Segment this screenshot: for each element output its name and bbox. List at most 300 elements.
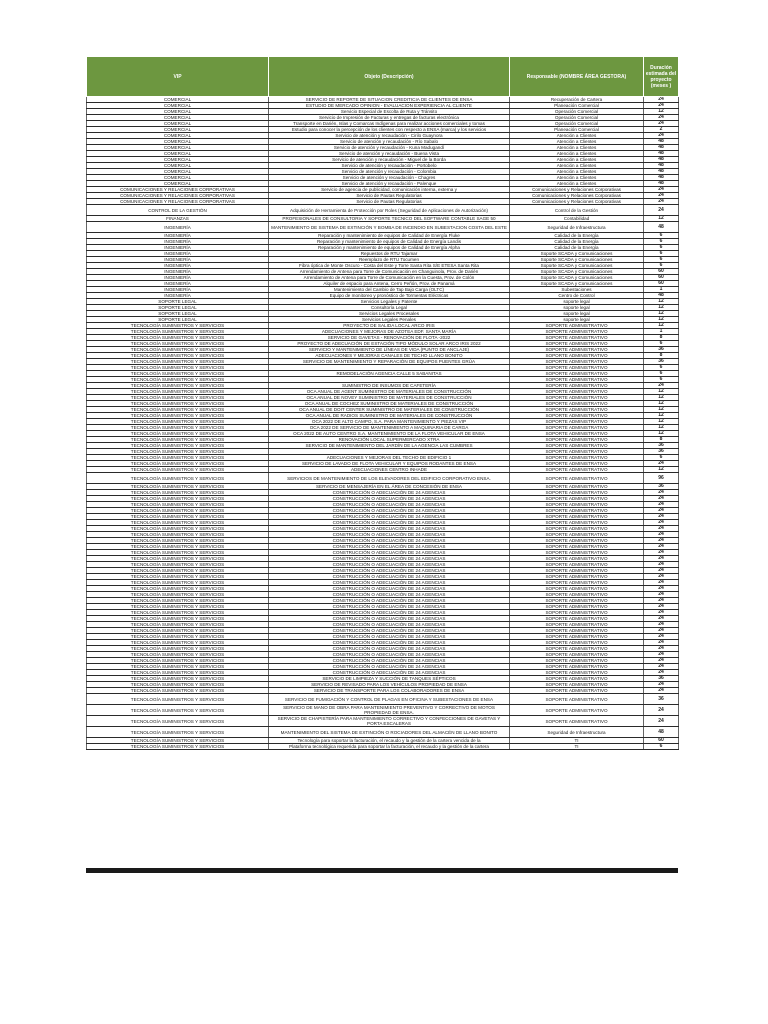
cell-vip: INGENIERÍA: [87, 275, 269, 281]
cell-objeto: Servicio de atención y recaudación - Cirilo Guaynora: [269, 133, 510, 139]
cell-objeto: RENOVACIÓN LOCAL SUPERMERCADO XTRA: [269, 437, 510, 443]
cell-duracion: 6: [644, 239, 679, 245]
table-row: [87, 293, 679, 299]
cell-responsable: Atención a Clientes: [510, 175, 644, 181]
header-vip: VIP: [87, 57, 269, 97]
cell-vip: TECNOLOGÍA SUMINISTROS Y SERVICIOS: [87, 395, 269, 401]
cell-responsable: SOPORTE ADMINISTRATIVO: [510, 538, 644, 544]
cell-vip: TECNOLOGÍA SUMINISTROS Y SERVICIOS: [87, 365, 269, 371]
cell-duracion: 48: [644, 163, 679, 169]
cell-vip: TECNOLOGÍA SUMINISTROS Y SERVICIOS: [87, 622, 269, 628]
cell-vip: INGENIERÍA: [87, 281, 269, 287]
cell-responsable: SOPORTE ADMINISTRATIVO: [510, 335, 644, 341]
cell-responsable: Operación Comercial: [510, 121, 644, 127]
cell-responsable: Comunicaciones y Relaciones Corporativas: [510, 199, 644, 205]
cell-responsable: SOPORTE ADMINISTRATIVO: [510, 694, 644, 705]
cell-vip: TECNOLOGÍA SUMINISTROS Y SERVICIOS: [87, 646, 269, 652]
cell-responsable: SOPORTE ADMINISTRATIVO: [510, 520, 644, 526]
table-row: [87, 371, 679, 377]
cell-responsable: SOPORTE ADMINISTRATIVO: [510, 592, 644, 598]
cell-vip: TECNOLOGÍA SUMINISTROS Y SERVICIOS: [87, 610, 269, 616]
cell-responsable: Soporte SCADA y Comunicaciones: [510, 275, 644, 281]
cell-objeto: Servicio de Pautas Regulatorias: [269, 193, 510, 199]
cell-vip: TECNOLOGÍA SUMINISTROS Y SERVICIOS: [87, 568, 269, 574]
cell-objeto: PROFESIONALES DE CONSULTORIA Y SOPORTE TECNICO DEL SOFTWARE CONTABLE SAGE 50: [269, 216, 510, 222]
table-row: [87, 151, 679, 157]
cell-vip: FINANZAS: [87, 216, 269, 222]
cell-duracion: 2: [644, 127, 679, 133]
table-row: [87, 251, 679, 257]
cell-vip: TECNOLOGÍA SUMINISTROS Y SERVICIOS: [87, 628, 269, 634]
cell-duracion: 36: [644, 359, 679, 365]
cell-vip: COMUNICACIONES Y RELACIONES CORPORATIVAS: [87, 199, 269, 205]
cell-duracion: 24: [644, 532, 679, 538]
cell-duracion: 24: [644, 538, 679, 544]
cell-responsable: Operación Comercial: [510, 109, 644, 115]
cell-vip: TECNOLOGÍA SUMINISTROS Y SERVICIOS: [87, 502, 269, 508]
table-row: [87, 133, 679, 139]
table-row: [87, 329, 679, 335]
cell-responsable: SOPORTE ADMINISTRATIVO: [510, 329, 644, 335]
cell-duracion: 12: [644, 317, 679, 323]
table-row: [87, 175, 679, 181]
cell-responsable: SOPORTE ADMINISTRATIVO: [510, 688, 644, 694]
table-row: [87, 97, 679, 103]
cell-vip: COMERCIAL: [87, 139, 269, 145]
table-row: [87, 437, 679, 443]
cell-objeto: SERVICIO DE REVISADO PARA LOS VEHÍCULOS PROPIEDAD DE ENSA: [269, 682, 510, 688]
cell-duracion: 24: [644, 574, 679, 580]
cell-objeto: Reparación y mantenimiento de equipos de Calidad de Energía Fluke: [269, 233, 510, 239]
cell-responsable: SOPORTE ADMINISTRATIVO: [510, 574, 644, 580]
cell-responsable: SOPORTE ADMINISTRATIVO: [510, 467, 644, 473]
cell-objeto: ESTUDIO DE MERCADO OPINION - EVALUACION EXPERIENCIA AL CLIENTE: [269, 103, 510, 109]
table-row: [87, 461, 679, 467]
table-row: [87, 245, 679, 251]
cell-objeto: OCA ANUAL DE NOVEY SUMINISTRO DE MATERIALES DE CONSTRUCCIÓN: [269, 395, 510, 401]
cell-duracion: 96: [644, 473, 679, 484]
cell-objeto: ADECUACIONES Y MEJORAS DE AZOTEA EDF. SANTA MARÍA: [269, 329, 510, 335]
header-objeto: Objeto (Descripción): [269, 57, 510, 97]
cell-objeto: CONSTRUCCIÓN O ADECUACIÓN DE 24 AGENCIAS: [269, 490, 510, 496]
cell-objeto: Tecnología para soportar la facturación, el recaudo y la gestión de la cartera vencida de la: [269, 738, 510, 744]
cell-objeto: SERVICIO DE MENSAJERÍA EN EL ÁREA DE CONCESIÓN DE ENSA: [269, 484, 510, 490]
cell-objeto: OCA ANUAL DE DOIT CENTER SUMINISTRO DE MATERIALES DE CONSTRUCCIÓN: [269, 407, 510, 413]
cell-vip: TECNOLOGÍA SUMINISTROS Y SERVICIOS: [87, 532, 269, 538]
cell-responsable: SOPORTE ADMINISTRATIVO: [510, 407, 644, 413]
cell-duracion: 24: [644, 490, 679, 496]
table-row: [87, 473, 679, 484]
cell-vip: TECNOLOGÍA SUMINISTROS Y SERVICIOS: [87, 658, 269, 664]
cell-duracion: 12: [644, 431, 679, 437]
cell-duracion: 24: [644, 544, 679, 550]
cell-responsable: SOPORTE ADMINISTRATIVO: [510, 628, 644, 634]
table-row: [87, 646, 679, 652]
cell-objeto: CONSTRUCCIÓN O ADECUACIÓN DE 24 AGENCIAS: [269, 622, 510, 628]
cell-responsable: SOPORTE ADMINISTRATIVO: [510, 449, 644, 455]
table-row: [87, 616, 679, 622]
cell-duracion: 24: [644, 550, 679, 556]
cell-responsable: SOPORTE ADMINISTRATIVO: [510, 323, 644, 329]
cell-vip: TECNOLOGÍA SUMINISTROS Y SERVICIOS: [87, 359, 269, 365]
cell-vip: TECNOLOGÍA SUMINISTROS Y SERVICIOS: [87, 377, 269, 383]
cell-vip: TECNOLOGÍA SUMINISTROS Y SERVICIOS: [87, 431, 269, 437]
cell-duracion: 12: [644, 389, 679, 395]
cell-responsable: SOPORTE ADMINISTRATIVO: [510, 383, 644, 389]
cell-vip: TECNOLOGÍA SUMINISTROS Y SERVICIOS: [87, 443, 269, 449]
cell-duracion: 48: [644, 139, 679, 145]
table-row: [87, 514, 679, 520]
cell-vip: COMERCIAL: [87, 109, 269, 115]
table-row: [87, 490, 679, 496]
cell-duracion: 6: [644, 341, 679, 347]
cell-objeto: SUMINISTRO DE INSUMOS DE CAFETERÍA: [269, 383, 510, 389]
cell-responsable: SOPORTE ADMINISTRATIVO: [510, 682, 644, 688]
cell-duracion: 24: [644, 205, 679, 216]
cell-duracion: 12: [644, 425, 679, 431]
cell-duracion: 24: [644, 133, 679, 139]
table-row: [87, 395, 679, 401]
cell-objeto: CONSTRUCCIÓN O ADECUACIÓN DE 24 AGENCIAS: [269, 514, 510, 520]
cell-objeto: CONSTRUCCIÓN O ADECUACIÓN DE 24 AGENCIAS: [269, 568, 510, 574]
table-row: [87, 323, 679, 329]
cell-objeto: Arrendamiento de Antena para Torre de Comunicación en Changuinola, Prov. de Darién: [269, 269, 510, 275]
cell-responsable: SOPORTE ADMINISTRATIVO: [510, 484, 644, 490]
cell-responsable: Atención a Clientes: [510, 145, 644, 151]
cell-vip: COMERCIAL: [87, 145, 269, 151]
cell-duracion: 24: [644, 688, 679, 694]
cell-responsable: SOPORTE ADMINISTRATIVO: [510, 431, 644, 437]
cell-duracion: 24: [644, 461, 679, 467]
cell-responsable: Control de la Gestión: [510, 205, 644, 216]
cell-duracion: 1: [644, 287, 679, 293]
table-row: [87, 670, 679, 676]
cell-responsable: SOPORTE ADMINISTRATIVO: [510, 377, 644, 383]
cell-objeto: Servicio de Pautas Regulatorias: [269, 199, 510, 205]
table-row: [87, 281, 679, 287]
table-row: [87, 586, 679, 592]
cell-objeto: OCA ANUAL DE COCHEZ SUMINISTRO DE MATERIALES DE CONSTRUCCIÓN: [269, 401, 510, 407]
cell-objeto: CONSTRUCCIÓN O ADECUACIÓN DE 24 AGENCIAS: [269, 544, 510, 550]
cell-vip: TECNOLOGÍA SUMINISTROS Y SERVICIOS: [87, 526, 269, 532]
cell-vip: TECNOLOGÍA SUMINISTROS Y SERVICIOS: [87, 407, 269, 413]
cell-responsable: SOPORTE ADMINISTRATIVO: [510, 716, 644, 727]
cell-duracion: 24: [644, 115, 679, 121]
cell-duracion: 24: [644, 580, 679, 586]
cell-objeto: CONSTRUCCIÓN O ADECUACIÓN DE 24 AGENCIAS: [269, 670, 510, 676]
cell-responsable: SOPORTE ADMINISTRATIVO: [510, 622, 644, 628]
cell-duracion: 6: [644, 455, 679, 461]
table-row: [87, 169, 679, 175]
cell-responsable: SOPORTE ADMINISTRATIVO: [510, 658, 644, 664]
cell-objeto: CONSTRUCCIÓN O ADECUACIÓN DE 24 AGENCIAS: [269, 496, 510, 502]
cell-responsable: Calidad de la Energía: [510, 233, 644, 239]
cell-vip: INGENIERÍA: [87, 233, 269, 239]
cell-responsable: SOPORTE ADMINISTRATIVO: [510, 419, 644, 425]
cell-duracion: 48: [644, 151, 679, 157]
cell-duracion: 36: [644, 484, 679, 490]
cell-vip: TECNOLOGÍA SUMINISTROS Y SERVICIOS: [87, 520, 269, 526]
cell-responsable: soporte legal: [510, 299, 644, 305]
cell-vip: TECNOLOGÍA SUMINISTROS Y SERVICIOS: [87, 514, 269, 520]
cell-vip: TECNOLOGÍA SUMINISTROS Y SERVICIOS: [87, 389, 269, 395]
table-row: [87, 520, 679, 526]
cell-duracion: 24: [644, 568, 679, 574]
cell-vip: TECNOLOGÍA SUMINISTROS Y SERVICIOS: [87, 616, 269, 622]
table-row: [87, 407, 679, 413]
table-row: [87, 496, 679, 502]
cell-duracion: 36: [644, 347, 679, 353]
cell-vip: TECNOLOGÍA SUMINISTROS Y SERVICIOS: [87, 323, 269, 329]
cell-vip: TECNOLOGÍA SUMINISTROS Y SERVICIOS: [87, 604, 269, 610]
cell-objeto: CONSTRUCCIÓN O ADECUACIÓN DE 24 AGENCIAS: [269, 532, 510, 538]
cell-objeto: Servicio de agencia de publicidad, comunicación interna, externa y: [269, 187, 510, 193]
cell-responsable: soporte legal: [510, 311, 644, 317]
cell-duracion: 48: [644, 175, 679, 181]
cell-vip: TECNOLOGÍA SUMINISTROS Y SERVICIOS: [87, 688, 269, 694]
cell-objeto: CONSTRUCCIÓN O ADECUACIÓN DE 24 AGENCIAS: [269, 616, 510, 622]
cell-responsable: Comunicaciones y Relaciones Corporativas: [510, 187, 644, 193]
table-row: [87, 383, 679, 389]
cell-responsable: SOPORTE ADMINISTRATIVO: [510, 676, 644, 682]
table-row: [87, 205, 679, 216]
cell-duracion: 12: [644, 395, 679, 401]
cell-responsable: SOPORTE ADMINISTRATIVO: [510, 670, 644, 676]
cell-duracion: 36: [644, 694, 679, 705]
cell-duracion: 24: [644, 658, 679, 664]
cell-objeto: Servicio de atención y recaudación - Palenque: [269, 181, 510, 187]
table-row: [87, 121, 679, 127]
cell-duracion: 24: [644, 640, 679, 646]
cell-duracion: 12: [644, 109, 679, 115]
cell-vip: SOPORTE LEGAL: [87, 317, 269, 323]
cell-responsable: SOPORTE ADMINISTRATIVO: [510, 598, 644, 604]
cell-duracion: 48: [644, 727, 679, 738]
cell-responsable: SOPORTE ADMINISTRATIVO: [510, 514, 644, 520]
sheet-bottom-border: [86, 868, 678, 873]
cell-vip: COMERCIAL: [87, 181, 269, 187]
cell-vip: INGENIERÍA: [87, 269, 269, 275]
cell-duracion: 24: [644, 652, 679, 658]
cell-responsable: SOPORTE ADMINISTRATIVO: [510, 353, 644, 359]
cell-duracion: 24: [644, 97, 679, 103]
cell-duracion: 12: [644, 401, 679, 407]
cell-responsable: SOPORTE ADMINISTRATIVO: [510, 496, 644, 502]
table-row: [87, 431, 679, 437]
cell-objeto: SERVICIO DE GAVETAS - RENOVACIÓN DE FLOTA -2022: [269, 335, 510, 341]
cell-objeto: Servicio Especial de Escolta de Ruta y Tránsito: [269, 109, 510, 115]
cell-duracion: 6: [644, 251, 679, 257]
table-row: [87, 419, 679, 425]
cell-objeto: Servicio de atención y recaudación - Kuna Madugandí: [269, 145, 510, 151]
cell-responsable: SOPORTE ADMINISTRATIVO: [510, 389, 644, 395]
cell-responsable: SOPORTE ADMINISTRATIVO: [510, 568, 644, 574]
table-row: [87, 550, 679, 556]
table-row: [87, 443, 679, 449]
cell-responsable: SOPORTE ADMINISTRATIVO: [510, 616, 644, 622]
cell-responsable: Atención a Clientes: [510, 163, 644, 169]
cell-responsable: Seguridad de Infraestructura: [510, 222, 644, 233]
cell-vip: TECNOLOGÍA SUMINISTROS Y SERVICIOS: [87, 508, 269, 514]
cell-vip: TECNOLOGÍA SUMINISTROS Y SERVICIOS: [87, 598, 269, 604]
table-row: [87, 604, 679, 610]
table-row: [87, 705, 679, 716]
cell-duracion: 6: [644, 377, 679, 383]
cell-duracion: 8: [644, 437, 679, 443]
cell-responsable: Soporte SCADA y Comunicaciones: [510, 281, 644, 287]
cell-responsable: Atención a Clientes: [510, 157, 644, 163]
cell-duracion: 24: [644, 646, 679, 652]
cell-responsable: SOPORTE ADMINISTRATIVO: [510, 562, 644, 568]
cell-objeto: Repuestos de RTU Tajamar: [269, 251, 510, 257]
cell-vip: COMERCIAL: [87, 103, 269, 109]
table-row: [87, 263, 679, 269]
table-row: [87, 676, 679, 682]
table-row: [87, 145, 679, 151]
header-row: [87, 57, 679, 97]
cell-responsable: Subestaciones: [510, 287, 644, 293]
cell-duracion: 24: [644, 502, 679, 508]
table-row: [87, 688, 679, 694]
cell-vip: TECNOLOGÍA SUMINISTROS Y SERVICIOS: [87, 556, 269, 562]
cell-responsable: Atención a Clientes: [510, 169, 644, 175]
table-row: [87, 592, 679, 598]
cell-responsable: SOPORTE ADMINISTRATIVO: [510, 425, 644, 431]
cell-objeto: CONSTRUCCIÓN O ADECUACIÓN DE 24 AGENCIAS: [269, 502, 510, 508]
cell-duracion: 6: [644, 245, 679, 251]
cell-duracion: 6: [644, 233, 679, 239]
cell-duracion: 24: [644, 520, 679, 526]
table-row: [87, 652, 679, 658]
cell-responsable: SOPORTE ADMINISTRATIVO: [510, 580, 644, 586]
cell-vip: TECNOLOGÍA SUMINISTROS Y SERVICIOS: [87, 484, 269, 490]
cell-vip: TECNOLOGÍA SUMINISTROS Y SERVICIOS: [87, 664, 269, 670]
cell-duracion: 60: [644, 269, 679, 275]
cell-vip: TECNOLOGÍA SUMINISTROS Y SERVICIOS: [87, 580, 269, 586]
cell-objeto: SERVICIO DE CHAPISTERÍA PARA MANTENIMIENTO CORRECTIVO Y CONFECCIONES DE GAVETAS Y PORTA ESCALERAS: [269, 716, 510, 727]
cell-duracion: 48: [644, 222, 679, 233]
table-row: [87, 413, 679, 419]
table-row: [87, 233, 679, 239]
cell-duracion: 60: [644, 275, 679, 281]
cell-responsable: Calidad de la Energía: [510, 239, 644, 245]
cell-duracion: 24: [644, 383, 679, 389]
cell-vip: TECNOLOGÍA SUMINISTROS Y SERVICIOS: [87, 473, 269, 484]
cell-objeto: REMODELACIÓN AGENCIA CALLE 5 SABANITAS: [269, 371, 510, 377]
cell-responsable: TI: [510, 738, 644, 744]
cell-responsable: SOPORTE ADMINISTRATIVO: [510, 526, 644, 532]
cell-objeto: Alquiler de espacio para Antena, Cerro Peñón, Prov. de Panamá: [269, 281, 510, 287]
cell-vip: COMERCIAL: [87, 115, 269, 121]
cell-objeto: Servicio de atención y recaudación - Colombia: [269, 169, 510, 175]
cell-vip: INGENIERÍA: [87, 293, 269, 299]
table-row: [87, 115, 679, 121]
cell-objeto: Servicio de atención y recaudación - Chagres: [269, 175, 510, 181]
table-row: [87, 634, 679, 640]
cell-vip: TECNOLOGÍA SUMINISTROS Y SERVICIOS: [87, 347, 269, 353]
cell-responsable: Operación Comercial: [510, 115, 644, 121]
cell-duracion: 12: [644, 407, 679, 413]
cell-responsable: SOPORTE ADMINISTRATIVO: [510, 556, 644, 562]
cell-duracion: 24: [644, 610, 679, 616]
table-row: [87, 389, 679, 395]
cell-objeto: CONSTRUCCIÓN O ADECUACIÓN DE 24 AGENCIAS: [269, 664, 510, 670]
cell-responsable: Centro de Control: [510, 293, 644, 299]
cell-vip: TECNOLOGÍA SUMINISTROS Y SERVICIOS: [87, 716, 269, 727]
table-row: [87, 538, 679, 544]
table-row: [87, 694, 679, 705]
cell-duracion: 24: [644, 634, 679, 640]
table-row: [87, 199, 679, 205]
cell-vip: SOPORTE LEGAL: [87, 311, 269, 317]
cell-objeto: Consultoría Legal: [269, 305, 510, 311]
cell-responsable: soporte legal: [510, 317, 644, 323]
table-row: [87, 580, 679, 586]
cell-responsable: SOPORTE ADMINISTRATIVO: [510, 550, 644, 556]
table-row: [87, 574, 679, 580]
cell-vip: TECNOLOGÍA SUMINISTROS Y SERVICIOS: [87, 467, 269, 473]
cell-responsable: soporte legal: [510, 305, 644, 311]
cell-duracion: 48: [644, 145, 679, 151]
cell-duracion: 24: [644, 664, 679, 670]
cell-duracion: 36: [644, 676, 679, 682]
table-row: [87, 157, 679, 163]
cell-objeto: Servicios Legales Procesales: [269, 311, 510, 317]
table-row: [87, 163, 679, 169]
cell-responsable: SOPORTE ADMINISTRATIVO: [510, 365, 644, 371]
cell-vip: TECNOLOGÍA SUMINISTROS Y SERVICIOS: [87, 727, 269, 738]
cell-vip: TECNOLOGÍA SUMINISTROS Y SERVICIOS: [87, 705, 269, 716]
cell-responsable: SOPORTE ADMINISTRATIVO: [510, 664, 644, 670]
cell-objeto: Estudio para conocer la percepción de los clientes con respecto a ENSA (marca) y los servicios: [269, 127, 510, 133]
table-row: [87, 222, 679, 233]
cell-vip: INGENIERÍA: [87, 251, 269, 257]
cell-duracion: 60: [644, 281, 679, 287]
cell-duracion: 24: [644, 556, 679, 562]
cell-objeto: Servicio de Impresión de Facturas y entregas de facturas electrónica: [269, 115, 510, 121]
cell-objeto: Arrendamiento de Antena para Torre de Comunicación en la Cuesta, Prov. de Colón: [269, 275, 510, 281]
table-row: [87, 508, 679, 514]
cell-responsable: SOPORTE ADMINISTRATIVO: [510, 455, 644, 461]
table-row: [87, 716, 679, 727]
table-row: [87, 502, 679, 508]
cell-duracion: 12: [644, 323, 679, 329]
cell-vip: TECNOLOGÍA SUMINISTROS Y SERVICIOS: [87, 586, 269, 592]
cell-objeto: Servicios Legales y Patente: [269, 299, 510, 305]
cell-objeto: Servicio de atención y recaudación - Portobelo: [269, 163, 510, 169]
cell-objeto: CONSTRUCCIÓN O ADECUACIÓN DE 24 AGENCIAS: [269, 628, 510, 634]
cell-duracion: 24: [644, 604, 679, 610]
cell-vip: TECNOLOGÍA SUMINISTROS Y SERVICIOS: [87, 335, 269, 341]
table-row: [87, 341, 679, 347]
cell-objeto: CONSTRUCCIÓN O ADECUACIÓN DE 24 AGENCIAS: [269, 508, 510, 514]
cell-vip: SOPORTE LEGAL: [87, 299, 269, 305]
cell-vip: COMERCIAL: [87, 151, 269, 157]
table-row: [87, 568, 679, 574]
table-row: [87, 353, 679, 359]
cell-responsable: Calidad de la Energía: [510, 245, 644, 251]
cell-objeto: Servicio de atención y recaudación - Buena Vista: [269, 151, 510, 157]
cell-vip: TECNOLOGÍA SUMINISTROS Y SERVICIOS: [87, 574, 269, 580]
table-row: [87, 484, 679, 490]
cell-objeto: CONSTRUCCIÓN O ADECUACIÓN DE 24 AGENCIAS: [269, 592, 510, 598]
cell-responsable: SOPORTE ADMINISTRATIVO: [510, 359, 644, 365]
cell-vip: TECNOLOGÍA SUMINISTROS Y SERVICIOS: [87, 461, 269, 467]
cell-responsable: Soporte SCADA y Comunicaciones: [510, 257, 644, 263]
cell-vip: TECNOLOGÍA SUMINISTROS Y SERVICIOS: [87, 744, 269, 750]
table-row: [87, 275, 679, 281]
cell-responsable: Atención a Clientes: [510, 181, 644, 187]
